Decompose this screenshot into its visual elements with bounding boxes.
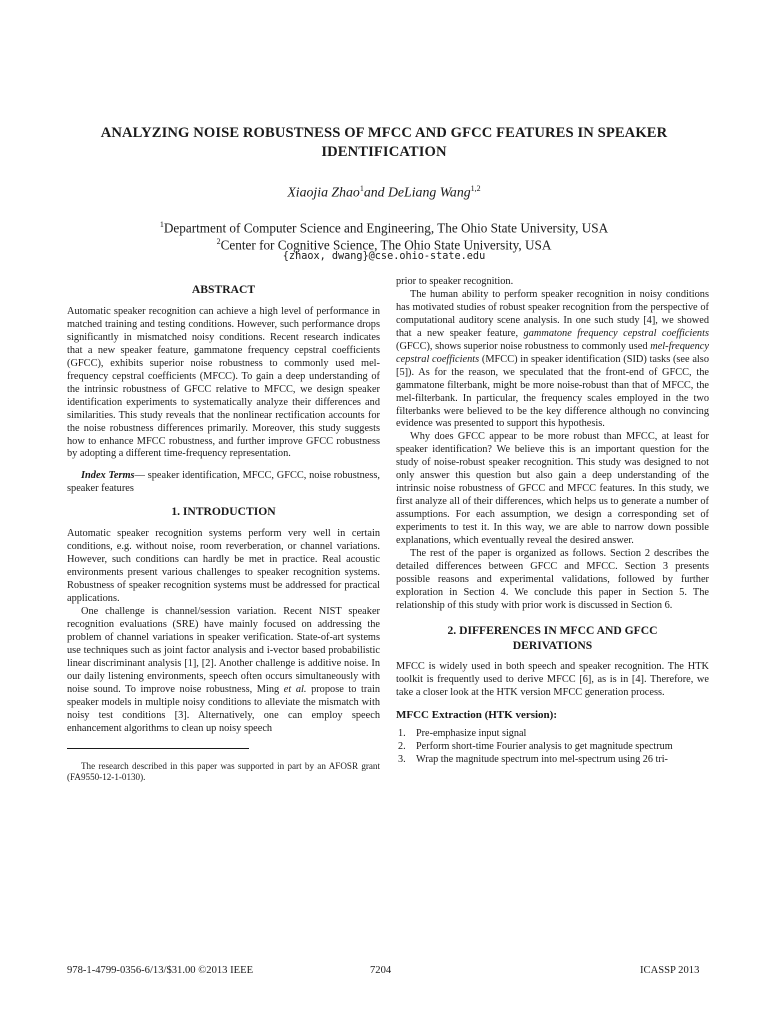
mfcc-step-text: Perform short-time Fourier analysis to get magnitude spectrum bbox=[416, 740, 673, 752]
right-p1-c: (MFCC) in speaker identification (SID) tasks (see also [5]). As for the reason, we speculated that the front-end of GFCC, the gammatone filterbank, might be more noise-robust than that of MFCC, the mel-filterbank. In particular, the frequency scales employed in the two filterbanks were believed to be the key difference although no convincing evidence was presented to support this hypothesis. bbox=[396, 353, 710, 430]
author-2-sup: 1,2 bbox=[470, 184, 481, 193]
section-2-heading bbox=[396, 623, 709, 653]
right-continuation: prior to speaker recognition. bbox=[396, 276, 514, 287]
mfcc-step bbox=[396, 727, 709, 740]
author-1: Xiaojia Zhao bbox=[287, 184, 360, 200]
intro-paragraph-1: Automatic speaker recognition systems perform very well in certain conditions, e.g. without noise, room reverberation, or channel variations. However, such conditions can hardly be met in practice. Real acoustic environments present various challenges to speaker recognition systems. Robustness of speaker recognition systems must be addressed for practical applications. bbox=[67, 528, 380, 605]
title-line-1: ANALYZING NOISE ROBUSTNESS OF MFCC AND GFCC FEATURES IN SPEAKER bbox=[100, 125, 668, 141]
index-terms bbox=[67, 470, 380, 496]
right-p1-gfcc-term: gammatone frequency cepstral coefficients bbox=[523, 327, 709, 339]
paper-title bbox=[60, 124, 708, 162]
mfcc-step-number: 1. bbox=[398, 727, 406, 739]
author-1-sup: 1 bbox=[359, 184, 364, 193]
affiliation-1-text: Department of Computer Science and Engineering, The Ohio State University, USA bbox=[163, 220, 609, 236]
right-p1-mfcc-term: mel-frequency cepstral coefficients bbox=[396, 340, 709, 365]
mfcc-steps-list bbox=[396, 727, 709, 767]
footer-conference: ICASSP 2013 bbox=[640, 965, 700, 976]
section-2-heading-line-1: 2. DIFFERENCES IN MFCC AND GFCC bbox=[447, 623, 658, 637]
right-p1-b: (GFCC), shows superior noise robustness to commonly used bbox=[396, 340, 651, 352]
title-line-2: IDENTIFICATION bbox=[321, 144, 447, 160]
affiliation-2-text: Center for Cognitive Science, The Ohio State University, USA bbox=[220, 237, 552, 253]
footer-page-number: 7204 bbox=[370, 965, 392, 976]
index-terms-label: Index Terms bbox=[81, 470, 135, 482]
abstract-text: Automatic speaker recognition can achieve a high level of performance in matched training and testing conditions. However, such performance drops significantly in mismatched noisy conditions. Recent research indicates that a new speaker feature, gammatone frequency cepstral coefficients (GFCC), exhibits superior noise robustness to commonly used mel-frequency cepstral coefficients (MFCC). To gain a deep understanding of the intrinsic robustness of GFCC relative to MFCC, we design speaker identification experiments to systematically analyze their differences and similarities. This study reveals that the nonlinear rectification accounts for the noise robustness differences primarily. Moreover, this study suggests how to enhance MFCC robustness, and further improve GFCC robustness by adopting a different time-frequency representation. bbox=[67, 306, 380, 460]
intro-heading: 1. INTRODUCTION bbox=[171, 505, 276, 519]
section-2-paragraph-1: MFCC is widely used in both speech and speaker recognition. The HTK toolkit is frequently used to derive MFCC [6], as is in [4]. Therefore, we take a closer look at the HTK version MFCC generation process. bbox=[396, 660, 709, 698]
left-column bbox=[67, 276, 380, 784]
abstract-heading: ABSTRACT bbox=[191, 283, 256, 296]
index-terms-text: speaker identification, MFCC, GFCC, noise robustness, speaker features bbox=[67, 470, 380, 495]
section-2-heading-line-2: DERIVATIONS bbox=[512, 638, 593, 652]
footnote-divider bbox=[67, 748, 249, 749]
intro-paragraph-2-b: propose to train speaker models in multiple noisy conditions to alleviate the mismatch with noisy test conditions [3]. Alternatively, one can employ speech enhancement algorithms to clean up noisy speech bbox=[67, 683, 380, 734]
mfcc-step-text: Wrap the magnitude spectrum into mel-spectrum using 26 tri- bbox=[416, 754, 668, 766]
intro-paragraph-2 bbox=[67, 606, 380, 736]
footer-isbn: 978-1-4799-0356-6/13/$31.00 ©2013 IEEE bbox=[67, 965, 254, 976]
mfcc-step-text: Pre-emphasize input signal bbox=[416, 727, 527, 739]
mfcc-step bbox=[396, 753, 709, 766]
affiliation-2-sup: 2 bbox=[216, 237, 221, 246]
right-p1-a: The human ability to perform speaker recognition in noisy conditions has motivated studies of robust speaker recognition from the perspective of computational auditory scene analysis. In one such study [4], we showed that a new speaker feature, bbox=[396, 288, 709, 339]
right-column bbox=[396, 276, 709, 766]
right-paragraph-1 bbox=[396, 289, 709, 431]
intro-paragraph-2-a: One challenge is channel/session variation. Recent NIST speaker recognition evaluations (SRE) have mainly focused on addressing the problem of channel variations in speaker verification. State-of-art systems use techniques such as joint factor analysis and i-vector based probabilistic linear discriminant analysis [1], [2]. Another challenge is additive noise. In our daily listening environments, speech often occurs simultaneously with noise sound. To improve noise robustness, Ming bbox=[67, 606, 380, 695]
index-terms-dash: — bbox=[134, 470, 148, 482]
affiliation-1-sup: 1 bbox=[159, 220, 164, 229]
mfcc-step-number: 3. bbox=[398, 754, 406, 766]
intro-et-al: et al. bbox=[283, 683, 307, 695]
author-line bbox=[60, 180, 708, 202]
author-email: {zhaox, dwang}@cse.ohio-state.edu bbox=[282, 251, 486, 262]
mfcc-step bbox=[396, 740, 709, 753]
right-paragraph-3: The rest of the paper is organized as follows. Section 2 describes the detailed differences between GFCC and MFCC. Section 3 presents possible reasons and experimental validations, followed by further exploration in Section 4. We conclude this paper in Section 5. The relationship of this study with prior work is discussed in Section 6. bbox=[396, 548, 709, 611]
footnote: The research described in this paper was supported in part by an AFOSR grant (FA9550-12-1-0130). bbox=[67, 760, 380, 783]
author-2: and DeLiang Wang bbox=[363, 184, 471, 200]
right-paragraph-2: Why does GFCC appear to be more robust than MFCC, at least for speaker identification? We believe this is an important question for the study of noise-robust speaker recognition. This study was designed to not only answer this question but also gain a deep understanding of the intrinsic noise robustness of GFCC and MFCC features. In this study, we first analyze all of their differences, which helps us to generate a number of assumptions. For each assumption, we design a corresponding set of experiments to test it. In this way, we are able to narrow down possible explanations, which eventually reveal the desired answer. bbox=[396, 431, 709, 547]
mfcc-extraction-subheading: MFCC Extraction (HTK version): bbox=[396, 708, 557, 721]
mfcc-step-number: 2. bbox=[398, 740, 406, 752]
